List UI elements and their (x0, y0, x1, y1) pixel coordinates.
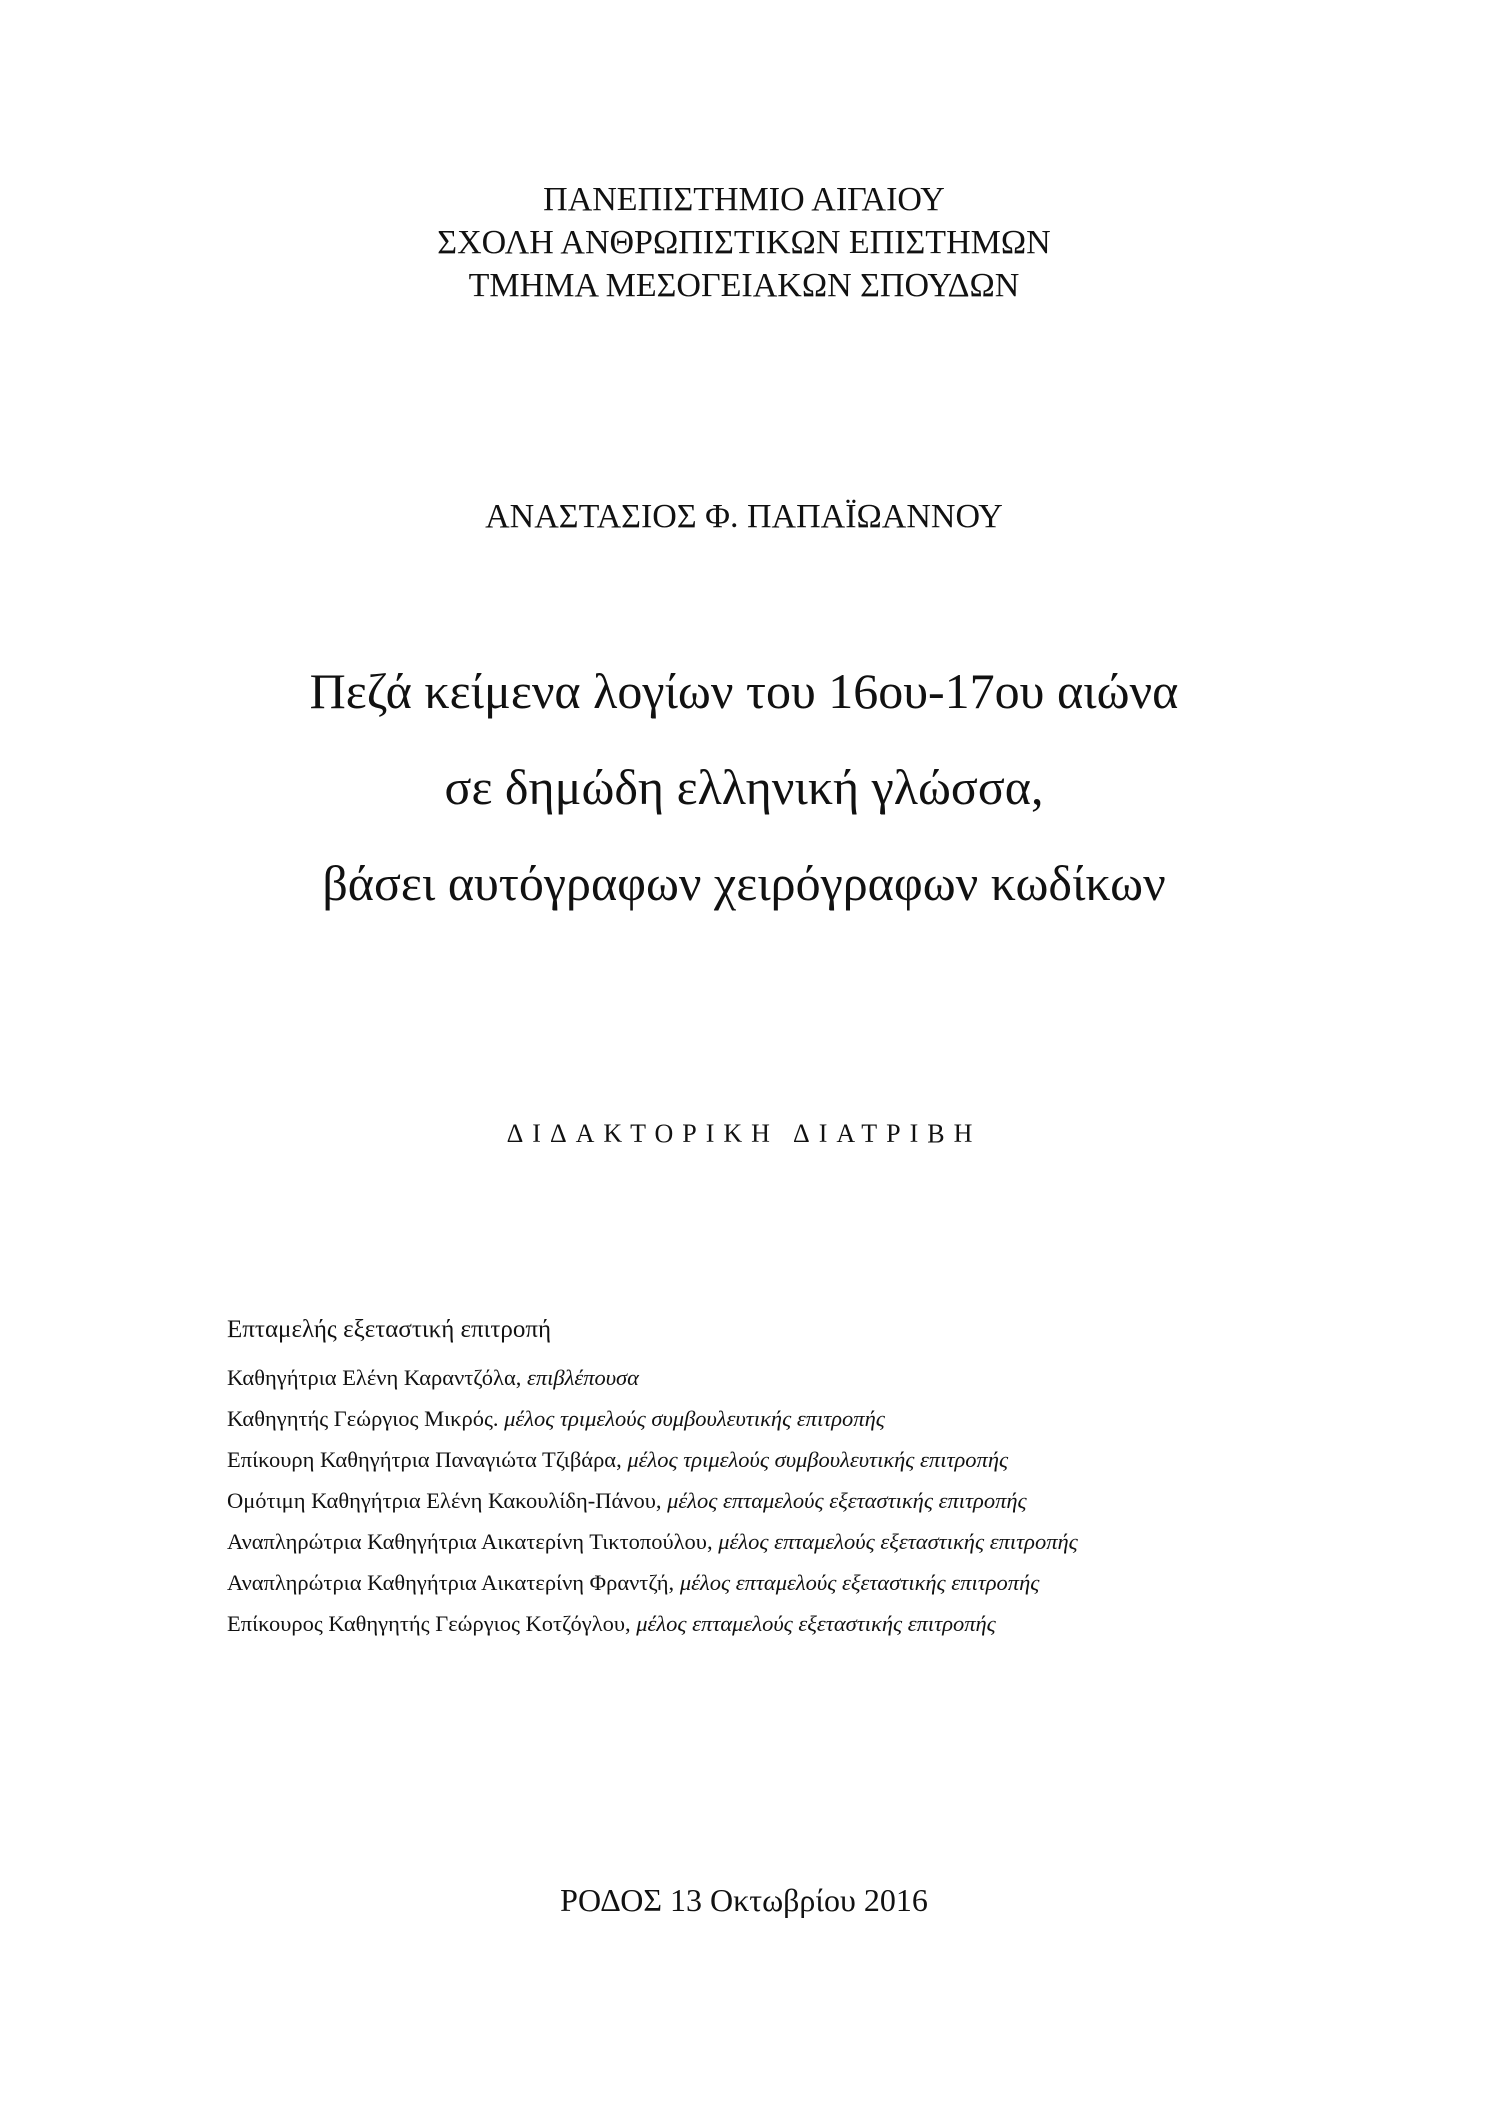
committee-member (227, 1361, 1267, 1394)
school-name: ΣΧΟΛΗ ΑΝΘΡΩΠΙΣΤΙΚΩΝ ΕΠΙΣΤΗΜΩΝ (437, 224, 1051, 261)
university-name: ΠΑΝΕΠΙΣΤΗΜΙΟ ΑΙΓΑΙΟΥ (543, 181, 945, 218)
member-role: μέλος επταμελούς εξεταστικής επιτροπής (718, 1529, 1078, 1554)
member-name: Ομότιμη Καθηγήτρια Ελένη Κακουλίδη-Πάνου, (227, 1488, 668, 1513)
examination-committee (227, 1313, 1267, 1648)
title-line-3: βάσει αυτόγραφων χειρόγραφων κωδίκων (322, 855, 1166, 911)
institution-block (0, 178, 1488, 307)
member-name: Καθηγήτρια Ελένη Καραντζόλα, (227, 1365, 527, 1390)
member-role: μέλος τριμελούς συμβουλευτικής επιτροπής (627, 1447, 1009, 1472)
committee-member (227, 1484, 1267, 1517)
member-role: μέλος τριμελούς συμβουλευτικής επιτροπής (504, 1406, 885, 1431)
member-role: μέλος επταμελούς εξεταστικής επιτροπής (667, 1488, 1027, 1513)
committee-member (227, 1443, 1267, 1476)
author-name: ΑΝΑΣΤΑΣΙΟΣ Φ. ΠΑΠΑΪΩΑΝΝΟΥ (485, 498, 1003, 535)
department-name: ΤΜΗΜΑ ΜΕΣΟΓΕΙΑΚΩΝ ΣΠΟΥΔΩΝ (468, 267, 1020, 304)
thesis-title (0, 643, 1488, 931)
member-name: Αναπληρώτρια Καθηγήτρια Αικατερίνη Τικτοπούλου, (227, 1529, 719, 1554)
title-line-1: Πεζά κείμενα λογίων του 16ου-17ου αιώνα (309, 663, 1179, 719)
title-line-2: σε δημώδη ελληνική γλώσσα, (444, 759, 1044, 815)
member-role: μέλος επταμελούς εξεταστικής επιτροπής (679, 1570, 1040, 1595)
committee-member (227, 1566, 1267, 1599)
member-name: Επίκουρος Καθηγητής Γεώργιος Κοτζόγλου, (227, 1611, 637, 1636)
member-name: Καθηγητής Γεώργιος Μικρός. (227, 1406, 505, 1431)
committee-heading: Επταμελής εξεταστική επιτροπή (227, 1316, 552, 1343)
place-and-date: ΡΟΔΟΣ 13 Οκτωβρίου 2016 (560, 1882, 928, 1918)
member-role: επιβλέπουσα (527, 1365, 639, 1390)
member-name: Αναπληρώτρια Καθηγήτρια Αικατερίνη Φραντζή, (227, 1570, 680, 1595)
committee-member (227, 1402, 1267, 1435)
committee-member (227, 1525, 1267, 1558)
committee-member (227, 1607, 1267, 1640)
member-name: Επίκουρη Καθηγήτρια Παναγιώτα Τζιβάρα, (227, 1447, 628, 1472)
member-role: μέλος επταμελούς εξεταστικής επιτροπής (636, 1611, 996, 1636)
document-type: ΔΙΔΑΚΤΟΡΙΚΗ ΔΙΑΤΡΙΒΗ (506, 1119, 982, 1148)
